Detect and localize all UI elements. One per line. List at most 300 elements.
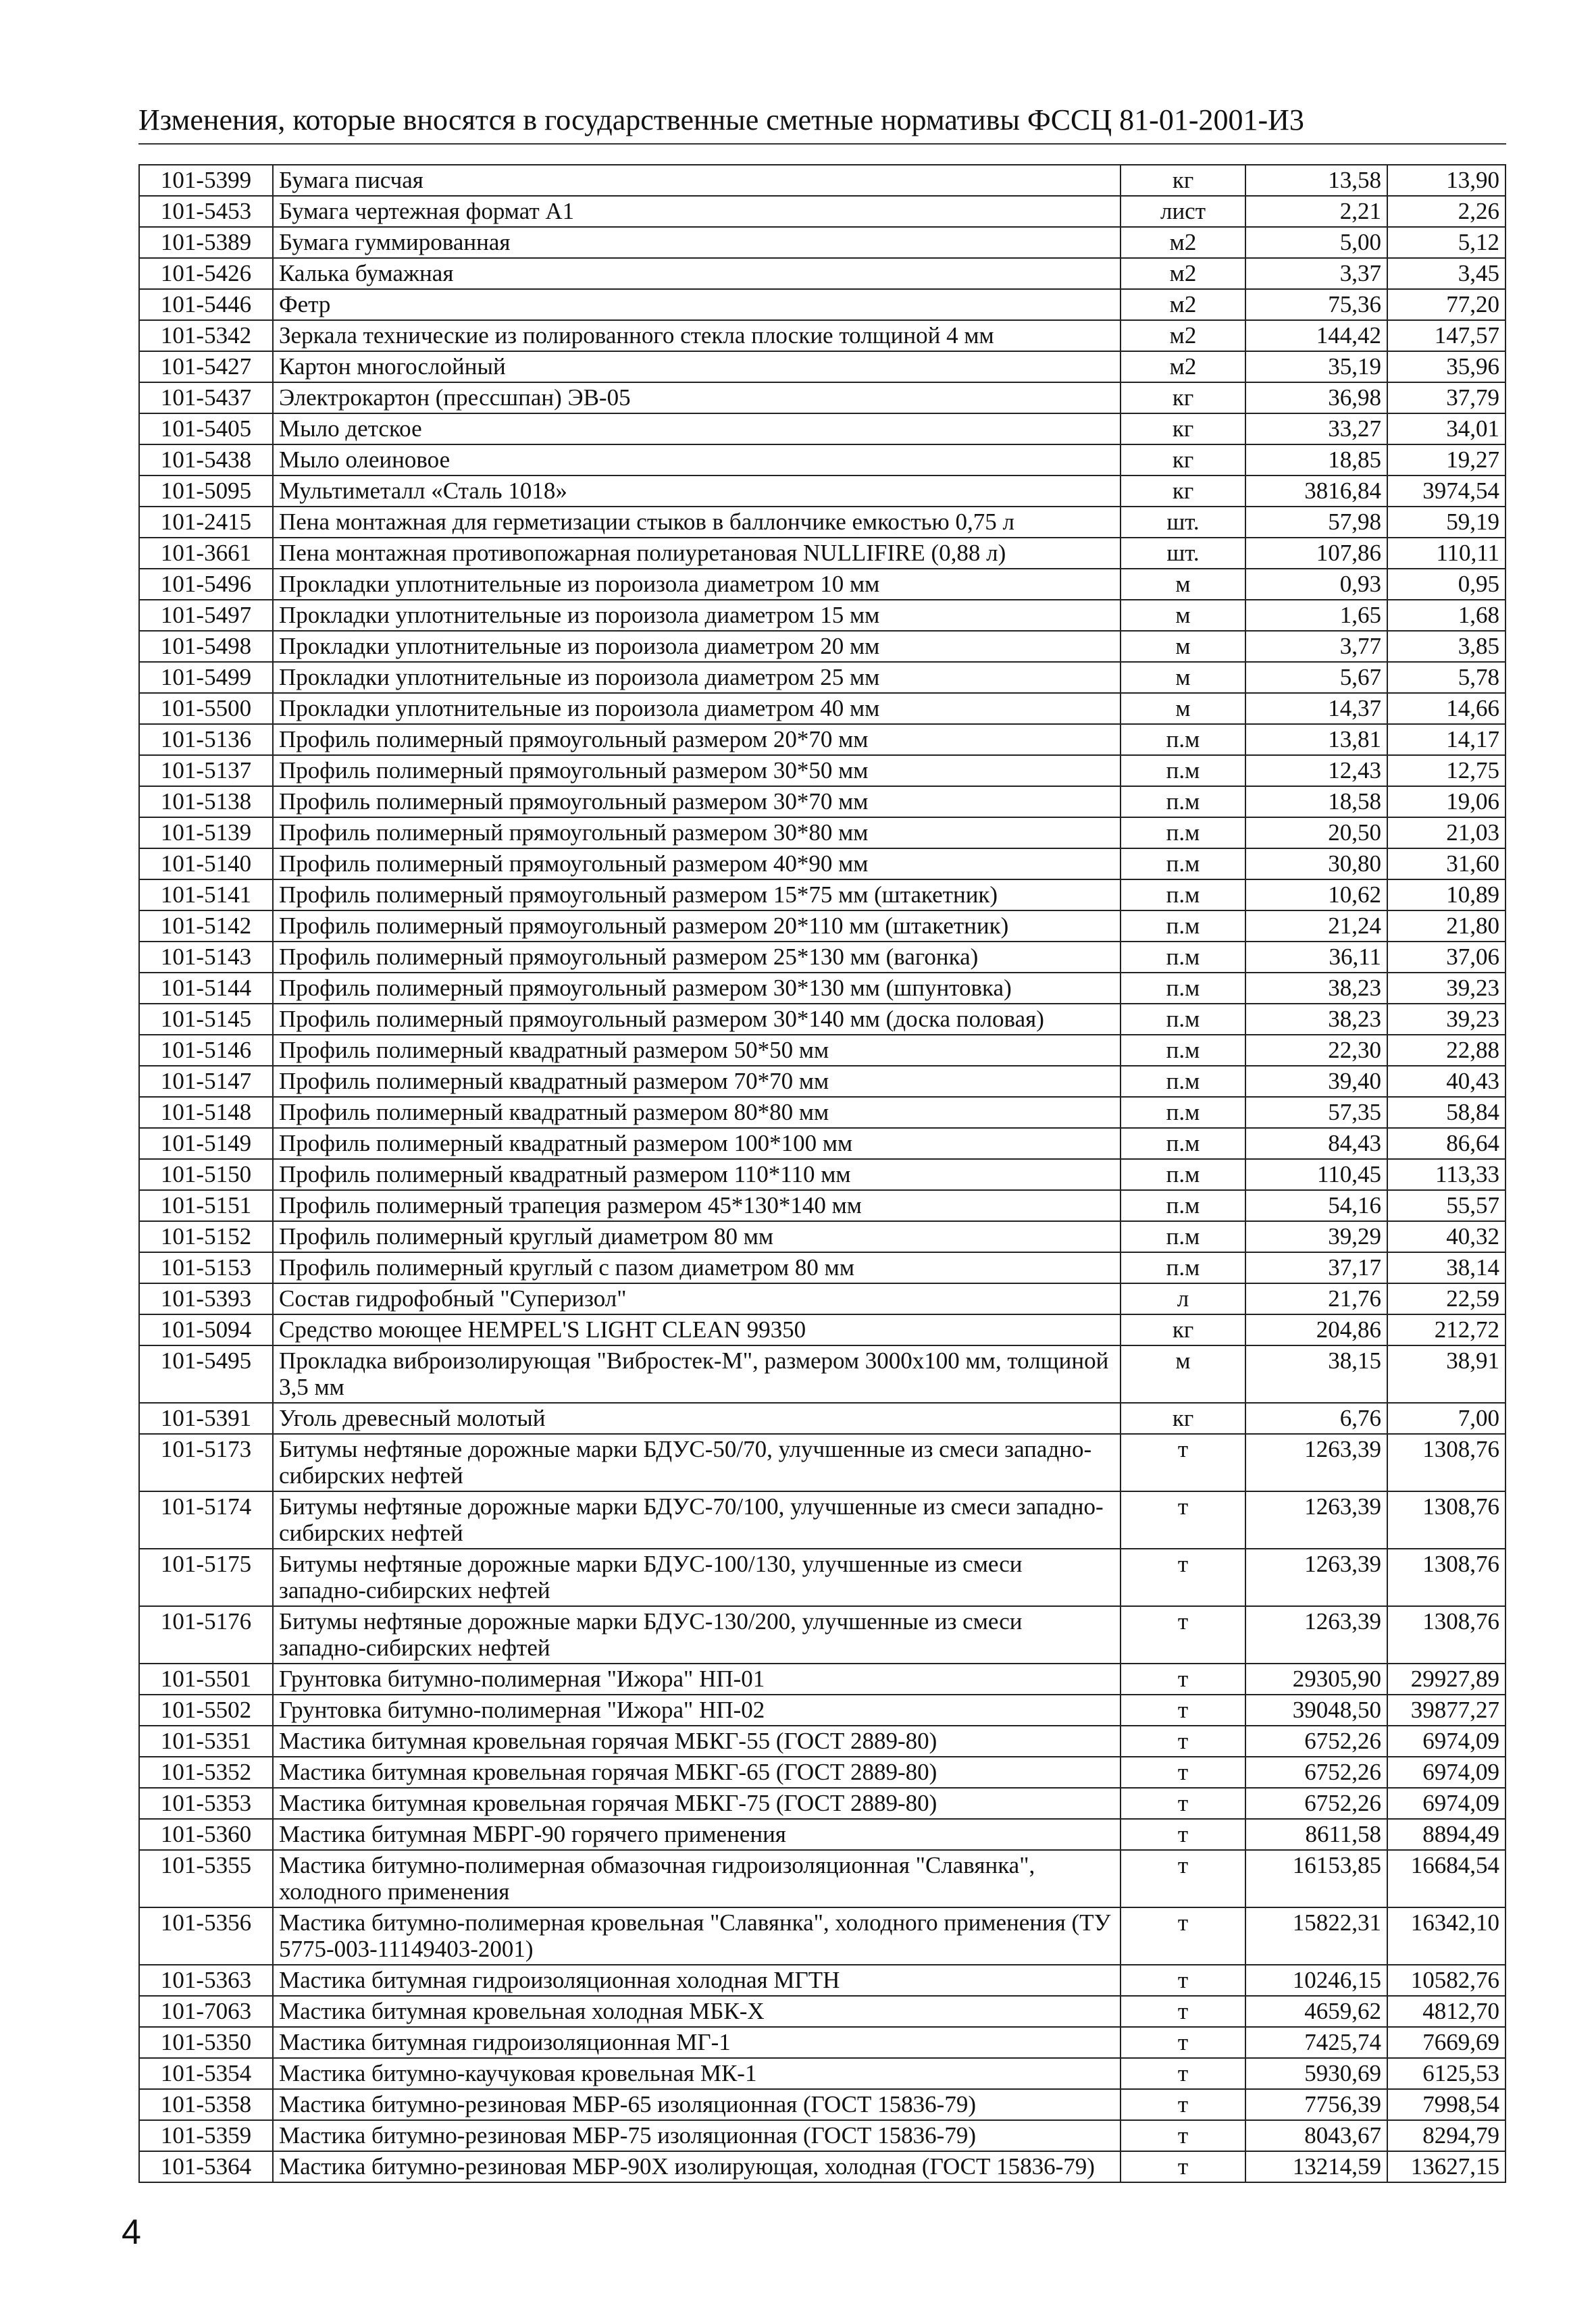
cell-price1: 6752,26 [1245,1788,1387,1819]
cell-name: Фетр [273,289,1121,320]
cell-code: 101-5136 [139,724,273,755]
cell-price1: 38,23 [1245,973,1387,1004]
cell-unit: т [1121,1726,1245,1757]
table-row [139,289,1505,320]
cell-name: Мастика битумно-полимерная кровельная "Славянка", холодного применения (ТУ 5775-003-11149403-2001) [273,1907,1121,1965]
cell-name: Мастика битумно-резиновая МБР-75 изоляционная (ГОСТ 15836-79) [273,2120,1121,2151]
cell-unit: м2 [1121,258,1245,289]
cell-name: Прокладки уплотнительные из пороизола диаметром 25 мм [273,662,1121,693]
cell-code: 101-5153 [139,1252,273,1283]
cell-name: Средство моющее HEMPEL'S LIGHT CLEAN 99350 [273,1314,1121,1345]
cell-unit: п.м [1121,1190,1245,1221]
cell-name: Профиль полимерный прямоугольный размером 20*70 мм [273,724,1121,755]
cell-code: 101-5176 [139,1606,273,1664]
cell-unit: п.м [1121,1066,1245,1097]
cell-code: 101-5151 [139,1190,273,1221]
cell-price2: 14,66 [1387,693,1505,724]
cell-code: 101-5142 [139,910,273,942]
cell-price2: 13,90 [1387,165,1505,196]
cell-unit: шт. [1121,507,1245,538]
cell-price2: 3,85 [1387,631,1505,662]
cell-unit: т [1121,1549,1245,1606]
cell-code: 101-5144 [139,973,273,1004]
cell-price1: 29305,90 [1245,1664,1387,1695]
table-row [139,662,1505,693]
cell-unit: м [1121,631,1245,662]
cell-name: Электрокартон (прессшпан) ЭВ-05 [273,382,1121,413]
cell-unit: п.м [1121,1221,1245,1252]
cell-name: Профиль полимерный прямоугольный размером 25*130 мм (вагонка) [273,942,1121,973]
cell-code: 101-5359 [139,2120,273,2151]
cell-price1: 204,86 [1245,1314,1387,1345]
cell-name: Битумы нефтяные дорожные марки БДУС-130/200, улучшенные из смеси западно-сибирских нефтей [273,1606,1121,1664]
cell-price1: 2,21 [1245,196,1387,227]
cell-price1: 110,45 [1245,1159,1387,1190]
cell-code: 101-5496 [139,569,273,600]
cell-unit: т [1121,1434,1245,1491]
cell-price1: 1263,39 [1245,1491,1387,1549]
cell-price2: 34,01 [1387,413,1505,444]
table-row [139,1819,1505,1850]
cell-code: 101-5446 [139,289,273,320]
cell-price2: 19,27 [1387,444,1505,475]
table-row [139,538,1505,569]
cell-price1: 1263,39 [1245,1606,1387,1664]
cell-code: 101-5438 [139,444,273,475]
cell-unit: м [1121,693,1245,724]
cell-unit: п.м [1121,1004,1245,1035]
cell-price1: 7756,39 [1245,2089,1387,2120]
cell-unit: м [1121,662,1245,693]
table-row [139,2151,1505,2182]
cell-code: 101-2415 [139,507,273,538]
cell-price2: 3,45 [1387,258,1505,289]
cell-price2: 4812,70 [1387,1996,1505,2027]
cell-name: Профиль полимерный трапеция размером 45*130*140 мм [273,1190,1121,1221]
cell-code: 101-5174 [139,1491,273,1549]
cell-code: 101-5502 [139,1695,273,1726]
table-row [139,258,1505,289]
table-row [139,1965,1505,1996]
cell-price1: 8611,58 [1245,1819,1387,1850]
table-row [139,351,1505,382]
cell-price2: 13627,15 [1387,2151,1505,2182]
cell-name: Грунтовка битумно-полимерная "Ижора" НП-02 [273,1695,1121,1726]
cell-unit: л [1121,1283,1245,1314]
table-row [139,1252,1505,1283]
cell-price2: 58,84 [1387,1097,1505,1128]
cell-name: Пена монтажная для герметизации стыков в баллончике емкостью 0,75 л [273,507,1121,538]
cell-code: 101-5499 [139,662,273,693]
cell-code: 101-5363 [139,1965,273,1996]
cell-name: Мастика битумная гидроизоляционная МГ-1 [273,2027,1121,2058]
cell-price1: 6,76 [1245,1403,1387,1434]
cell-name: Профиль полимерный квадратный размером 100*100 мм [273,1128,1121,1159]
cell-name: Мастика битумно-резиновая МБР-65 изоляционная (ГОСТ 15836-79) [273,2089,1121,2120]
table-row [139,1345,1505,1403]
table-row [139,1549,1505,1606]
cell-price2: 10,89 [1387,879,1505,910]
cell-price2: 35,96 [1387,351,1505,382]
cell-price1: 10246,15 [1245,1965,1387,1996]
cell-price1: 1263,39 [1245,1549,1387,1606]
cell-name: Профиль полимерный прямоугольный размером 30*140 мм (доска половая) [273,1004,1121,1035]
table-row [139,1491,1505,1549]
price-table [138,164,1506,2183]
table-row [139,693,1505,724]
table-row [139,1283,1505,1314]
cell-price2: 37,06 [1387,942,1505,973]
table-row [139,1434,1505,1491]
cell-name: Мыло детское [273,413,1121,444]
cell-unit: т [1121,1819,1245,1850]
cell-price2: 147,57 [1387,320,1505,351]
cell-unit: п.м [1121,786,1245,817]
cell-code: 101-5152 [139,1221,273,1252]
cell-name: Бумага писчая [273,165,1121,196]
table-row [139,1606,1505,1664]
cell-unit: т [1121,1965,1245,1996]
cell-price2: 55,57 [1387,1190,1505,1221]
cell-name: Прокладка виброизолирующая "Вибростек-М", размером 3000х100 мм, толщиной 3,5 мм [273,1345,1121,1403]
cell-name: Профиль полимерный прямоугольный размером 30*70 мм [273,786,1121,817]
cell-unit: кг [1121,1314,1245,1345]
cell-unit: т [1121,2120,1245,2151]
cell-name: Мастика битумно-резиновая МБР-90Х изолирующая, холодная (ГОСТ 15836-79) [273,2151,1121,2182]
cell-code: 101-5173 [139,1434,273,1491]
cell-name: Уголь древесный молотый [273,1403,1121,1434]
cell-unit: м2 [1121,351,1245,382]
cell-price2: 40,43 [1387,1066,1505,1097]
cell-price2: 86,64 [1387,1128,1505,1159]
cell-unit: т [1121,1996,1245,2027]
cell-code: 101-5355 [139,1850,273,1907]
cell-price2: 1308,76 [1387,1549,1505,1606]
cell-price2: 1308,76 [1387,1606,1505,1664]
table-row [139,631,1505,662]
cell-unit: лист [1121,196,1245,227]
cell-price2: 31,60 [1387,848,1505,879]
cell-price2: 8894,49 [1387,1819,1505,1850]
cell-price1: 36,98 [1245,382,1387,413]
cell-code: 101-5150 [139,1159,273,1190]
cell-code: 101-5427 [139,351,273,382]
cell-price1: 12,43 [1245,755,1387,786]
cell-price1: 1,65 [1245,600,1387,631]
table-row [139,786,1505,817]
cell-price2: 59,19 [1387,507,1505,538]
table-row [139,1004,1505,1035]
table-row [139,2027,1505,2058]
cell-name: Мастика битумная МБРГ-90 горячего применения [273,1819,1121,1850]
cell-code: 101-5364 [139,2151,273,2182]
cell-price1: 3816,84 [1245,475,1387,507]
table-row [139,1128,1505,1159]
table-row [139,1035,1505,1066]
cell-name: Мультиметалл «Сталь 1018» [273,475,1121,507]
table-row [139,817,1505,848]
cell-unit: п.м [1121,848,1245,879]
cell-unit: т [1121,1606,1245,1664]
table-row [139,320,1505,351]
cell-code: 101-5148 [139,1097,273,1128]
cell-code: 101-5393 [139,1283,273,1314]
cell-unit: т [1121,1695,1245,1726]
cell-name: Профиль полимерный прямоугольный размером 30*50 мм [273,755,1121,786]
cell-price1: 39048,50 [1245,1695,1387,1726]
cell-price2: 3974,54 [1387,475,1505,507]
table-row [139,1314,1505,1345]
cell-code: 101-5149 [139,1128,273,1159]
cell-price1: 21,24 [1245,910,1387,942]
cell-name: Прокладки уплотнительные из пороизола диаметром 15 мм [273,600,1121,631]
cell-price2: 39,23 [1387,1004,1505,1035]
cell-price2: 2,26 [1387,196,1505,227]
cell-price1: 30,80 [1245,848,1387,879]
cell-name: Битумы нефтяные дорожные марки БДУС-100/130, улучшенные из смеси западно-сибирских нефтей [273,1549,1121,1606]
table-row [139,1097,1505,1128]
cell-price1: 5,67 [1245,662,1387,693]
cell-price2: 10582,76 [1387,1965,1505,1996]
cell-unit: м [1121,569,1245,600]
cell-price1: 16153,85 [1245,1850,1387,1907]
table-row [139,755,1505,786]
cell-code: 101-5360 [139,1819,273,1850]
cell-price2: 1308,76 [1387,1491,1505,1549]
table-row [139,413,1505,444]
cell-price2: 22,59 [1387,1283,1505,1314]
cell-price1: 144,42 [1245,320,1387,351]
table-row [139,848,1505,879]
cell-code: 101-5389 [139,227,273,258]
cell-name: Бумага гуммированная [273,227,1121,258]
table-row [139,2089,1505,2120]
cell-unit: п.м [1121,1128,1245,1159]
cell-unit: м2 [1121,289,1245,320]
cell-code: 101-5095 [139,475,273,507]
cell-unit: т [1121,1907,1245,1965]
table-row [139,1066,1505,1097]
cell-name: Профиль полимерный квадратный размером 110*110 мм [273,1159,1121,1190]
cell-price2: 16684,54 [1387,1850,1505,1907]
cell-code: 101-5175 [139,1549,273,1606]
cell-price2: 6974,09 [1387,1788,1505,1819]
cell-name: Профиль полимерный круглый диаметром 80 мм [273,1221,1121,1252]
cell-name: Мыло олеиновое [273,444,1121,475]
cell-code: 101-5141 [139,879,273,910]
cell-code: 101-5138 [139,786,273,817]
cell-unit: т [1121,1850,1245,1907]
cell-code: 101-5147 [139,1066,273,1097]
cell-price1: 38,23 [1245,1004,1387,1035]
cell-price1: 3,37 [1245,258,1387,289]
cell-price2: 21,03 [1387,817,1505,848]
cell-price1: 5,00 [1245,227,1387,258]
cell-code: 101-5094 [139,1314,273,1345]
cell-price1: 6752,26 [1245,1726,1387,1757]
cell-code: 101-5137 [139,755,273,786]
cell-code: 101-5139 [139,817,273,848]
cell-unit: м2 [1121,320,1245,351]
cell-price2: 6974,09 [1387,1726,1505,1757]
cell-unit: т [1121,2151,1245,2182]
cell-unit: п.м [1121,1252,1245,1283]
cell-name: Профиль полимерный круглый с пазом диаметром 80 мм [273,1252,1121,1283]
table-row [139,1159,1505,1190]
cell-unit: п.м [1121,879,1245,910]
cell-price1: 18,85 [1245,444,1387,475]
cell-unit: т [1121,1788,1245,1819]
cell-price1: 1263,39 [1245,1434,1387,1491]
cell-unit: п.м [1121,724,1245,755]
cell-price1: 14,37 [1245,693,1387,724]
cell-code: 101-5143 [139,942,273,973]
table-row [139,1403,1505,1434]
cell-unit: п.м [1121,973,1245,1004]
cell-price2: 37,79 [1387,382,1505,413]
table-row [139,475,1505,507]
cell-price2: 6125,53 [1387,2058,1505,2089]
table-row [139,1788,1505,1819]
cell-code: 101-5358 [139,2089,273,2120]
table-row [139,2058,1505,2089]
cell-name: Мастика битумная кровельная горячая МБКГ-55 (ГОСТ 2889-80) [273,1726,1121,1757]
cell-name: Битумы нефтяные дорожные марки БДУС-70/100, улучшенные из смеси западно-сибирских нефтей [273,1491,1121,1549]
cell-unit: п.м [1121,1159,1245,1190]
cell-price1: 36,11 [1245,942,1387,973]
cell-price1: 7425,74 [1245,2027,1387,2058]
cell-unit: кг [1121,165,1245,196]
table-row [139,196,1505,227]
cell-code: 101-5497 [139,600,273,631]
cell-price1: 38,15 [1245,1345,1387,1403]
table-row [139,942,1505,973]
cell-price1: 8043,67 [1245,2120,1387,2151]
table-row [139,1726,1505,1757]
cell-name: Профиль полимерный прямоугольный размером 30*80 мм [273,817,1121,848]
cell-unit: т [1121,1757,1245,1788]
cell-price1: 13,58 [1245,165,1387,196]
cell-price1: 13,81 [1245,724,1387,755]
cell-unit: кг [1121,413,1245,444]
cell-unit: т [1121,1491,1245,1549]
cell-price1: 6752,26 [1245,1757,1387,1788]
cell-name: Калька бумажная [273,258,1121,289]
cell-price2: 29927,89 [1387,1664,1505,1695]
cell-price1: 18,58 [1245,786,1387,817]
cell-unit: т [1121,2089,1245,2120]
table-row [139,1695,1505,1726]
cell-name: Профиль полимерный прямоугольный размером 15*75 мм (штакетник) [273,879,1121,910]
cell-price1: 15822,31 [1245,1907,1387,1965]
cell-code: 101-5391 [139,1403,273,1434]
cell-price1: 3,77 [1245,631,1387,662]
cell-name: Зеркала технические из полированного стекла плоские толщиной 4 мм [273,320,1121,351]
cell-name: Профиль полимерный прямоугольный размером 40*90 мм [273,848,1121,879]
cell-price2: 21,80 [1387,910,1505,942]
cell-name: Профиль полимерный прямоугольный размером 20*110 мм (штакетник) [273,910,1121,942]
cell-price1: 57,35 [1245,1097,1387,1128]
cell-price1: 75,36 [1245,289,1387,320]
table-row [139,382,1505,413]
cell-price2: 38,91 [1387,1345,1505,1403]
cell-unit: м2 [1121,227,1245,258]
cell-name: Пена монтажная противопожарная полиуретановая NULLIFIRE (0,88 л) [273,538,1121,569]
cell-name: Бумага чертежная формат А1 [273,196,1121,227]
cell-price1: 84,43 [1245,1128,1387,1159]
cell-price2: 38,14 [1387,1252,1505,1283]
cell-name: Мастика битумная гидроизоляционная холодная МГТН [273,1965,1121,1996]
cell-unit: м [1121,600,1245,631]
cell-code: 101-5353 [139,1788,273,1819]
cell-price1: 107,86 [1245,538,1387,569]
cell-price2: 1,68 [1387,600,1505,631]
cell-code: 101-5354 [139,2058,273,2089]
cell-code: 101-7063 [139,1996,273,2027]
cell-price2: 113,33 [1387,1159,1505,1190]
cell-name: Грунтовка битумно-полимерная "Ижора" НП-01 [273,1664,1121,1695]
cell-price2: 19,06 [1387,786,1505,817]
cell-name: Профиль полимерный квадратный размером 50*50 мм [273,1035,1121,1066]
cell-price1: 0,93 [1245,569,1387,600]
cell-code: 101-5405 [139,413,273,444]
table-row [139,507,1505,538]
cell-name: Мастика битумная кровельная горячая МБКГ-75 (ГОСТ 2889-80) [273,1788,1121,1819]
cell-code: 101-5500 [139,693,273,724]
cell-unit: т [1121,2058,1245,2089]
page-header: Изменения, которые вносятся в государственные сметные нормативы ФССЦ 81-01-2001-И3 [138,101,1506,145]
cell-price1: 33,27 [1245,413,1387,444]
cell-price1: 20,50 [1245,817,1387,848]
table-row [139,1850,1505,1907]
table-row [139,227,1505,258]
cell-code: 101-3661 [139,538,273,569]
table-row [139,1190,1505,1221]
table-row [139,1664,1505,1695]
cell-price2: 7,00 [1387,1403,1505,1434]
cell-price1: 57,98 [1245,507,1387,538]
cell-code: 101-5399 [139,165,273,196]
cell-unit: п.м [1121,910,1245,942]
cell-price1: 21,76 [1245,1283,1387,1314]
cell-price1: 22,30 [1245,1035,1387,1066]
cell-code: 101-5453 [139,196,273,227]
cell-name: Мастика битумно-каучуковая кровельная МК-1 [273,2058,1121,2089]
table-row [139,724,1505,755]
cell-unit: кг [1121,475,1245,507]
cell-price2: 14,17 [1387,724,1505,755]
cell-price2: 16342,10 [1387,1907,1505,1965]
cell-price1: 13214,59 [1245,2151,1387,2182]
cell-price1: 39,29 [1245,1221,1387,1252]
table-row [139,1757,1505,1788]
cell-unit: т [1121,1664,1245,1695]
cell-code: 101-5352 [139,1757,273,1788]
cell-price2: 1308,76 [1387,1434,1505,1491]
cell-unit: кг [1121,382,1245,413]
cell-name: Профиль полимерный прямоугольный размером 30*130 мм (шпунтовка) [273,973,1121,1004]
cell-unit: п.м [1121,817,1245,848]
price-table-body [139,165,1505,2182]
cell-unit: м [1121,1345,1245,1403]
cell-price2: 22,88 [1387,1035,1505,1066]
cell-unit: т [1121,2027,1245,2058]
cell-name: Картон многослойный [273,351,1121,382]
cell-name: Мастика битумная кровельная холодная МБК-Х [273,1996,1121,2027]
table-row [139,600,1505,631]
cell-name: Профиль полимерный квадратный размером 80*80 мм [273,1097,1121,1128]
cell-code: 101-5426 [139,258,273,289]
